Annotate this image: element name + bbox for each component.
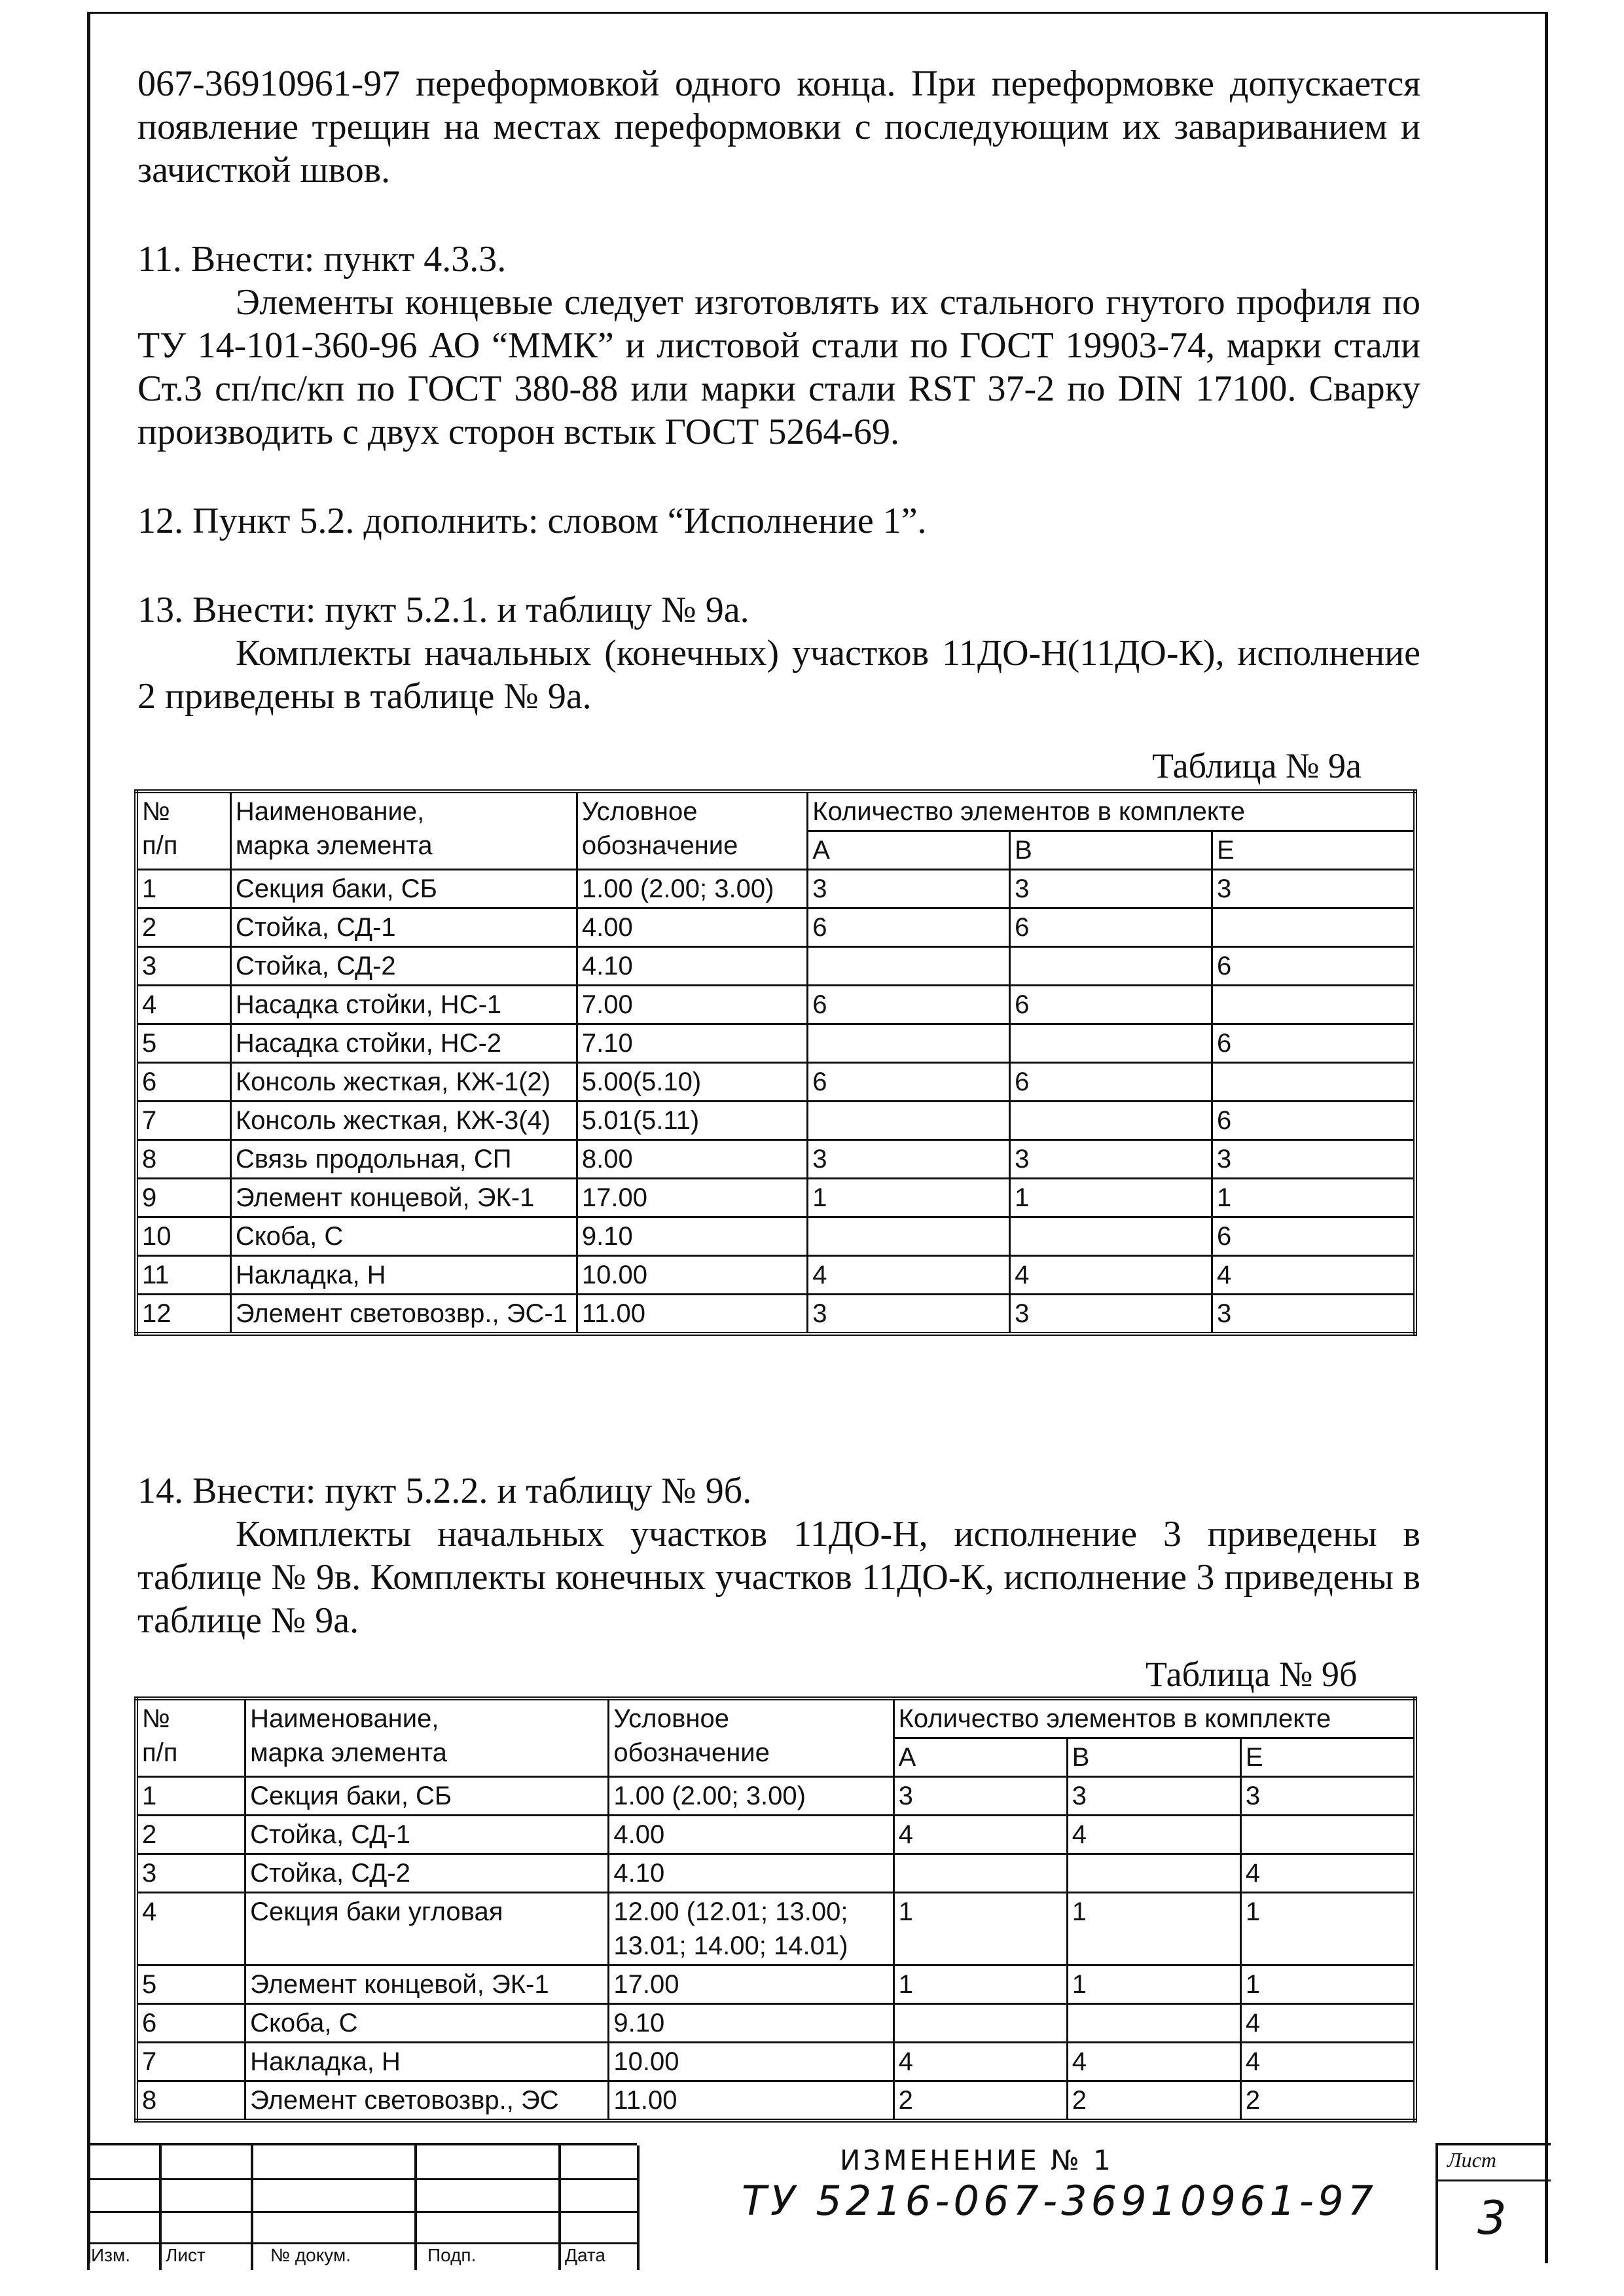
cell-code: 4.10 bbox=[609, 1854, 893, 1893]
cell-a: 6 bbox=[808, 1063, 1010, 1102]
cell-code: 17.00 bbox=[577, 1179, 807, 1217]
cell-e: 6 bbox=[1212, 1102, 1415, 1140]
cell-a bbox=[808, 1217, 1010, 1256]
item11-heading: 11. Внести: пункт 4.3.3. bbox=[137, 239, 507, 279]
cell-e: 6 bbox=[1212, 947, 1415, 986]
table-row bbox=[136, 1295, 1415, 1335]
cell-code: 17.00 bbox=[609, 1965, 893, 2004]
sheet-box bbox=[1435, 2143, 1551, 2270]
table-row bbox=[136, 870, 1415, 908]
header-name bbox=[230, 791, 577, 870]
cell-code: 4.00 bbox=[577, 908, 807, 947]
table9a-caption: Таблица № 9а bbox=[1152, 746, 1362, 785]
table-row bbox=[136, 1179, 1415, 1217]
header-a: А bbox=[893, 1738, 1067, 1777]
cell-e: 3 bbox=[1212, 870, 1415, 908]
table9b-caption: Таблица № 9б bbox=[1146, 1655, 1358, 1694]
cell-b: 6 bbox=[1010, 986, 1212, 1024]
cell-name: Секция баки, СБ bbox=[230, 870, 577, 908]
cell-a: 6 bbox=[808, 986, 1010, 1024]
cell-name: Элемент световозвр., ЭС bbox=[245, 2081, 609, 2121]
cell-e bbox=[1212, 986, 1415, 1024]
cell-name: Секция баки угловая bbox=[245, 1893, 609, 1965]
cell-name: Стойка, СД-1 bbox=[230, 908, 577, 947]
cell-e bbox=[1240, 1816, 1415, 1854]
header-num-2: п/п bbox=[142, 831, 178, 860]
cell-b: 3 bbox=[1010, 1140, 1212, 1179]
item12-heading: 12. Пункт 5.2. дополнить: словом “Исполнение 1”. bbox=[137, 501, 927, 541]
header-num-1: № bbox=[142, 1704, 170, 1733]
item11-text: Элементы концевые следует изготовлять их стального гнутого профиля по ТУ 14-101-360-96 АО “ММК” и листовой стали по ГОСТ 19903-74, марки стали Ст.3 сп/пс/кп по ГОСТ 380-88 или марки стали RST 37-2 по DIN 17100. Сварку производить с двух сторон встык ГОСТ 5264-69. bbox=[137, 282, 1420, 452]
cell-a bbox=[808, 947, 1010, 986]
cell-e: 6 bbox=[1212, 1217, 1415, 1256]
cell-name: Секция баки, СБ bbox=[245, 1777, 609, 1816]
cell-a: 3 bbox=[808, 1140, 1010, 1179]
cell-b: 4 bbox=[1010, 1256, 1212, 1295]
cell-b: 3 bbox=[1010, 870, 1212, 908]
body-text-2 bbox=[137, 1469, 1420, 1642]
cell-b: 4 bbox=[1067, 2043, 1240, 2081]
header-num-1: № bbox=[142, 797, 170, 826]
cell-e: 4 bbox=[1240, 2004, 1415, 2043]
table-row bbox=[136, 1256, 1415, 1295]
cell-num: 2 bbox=[136, 1816, 245, 1854]
cell-name: Стойка, СД-1 bbox=[245, 1816, 609, 1854]
cell-num: 6 bbox=[136, 1063, 230, 1102]
cell-a: 1 bbox=[808, 1179, 1010, 1217]
cell-code: 4.00 bbox=[609, 1816, 893, 1854]
header-code-2: обозначение bbox=[613, 1738, 770, 1767]
cell-a: 2 bbox=[893, 2081, 1067, 2121]
cell-code: 9.10 bbox=[577, 1217, 807, 1256]
cell-b: 1 bbox=[1067, 1893, 1240, 1965]
cell-num: 2 bbox=[136, 908, 230, 947]
cell-a: 3 bbox=[808, 870, 1010, 908]
cell-a bbox=[893, 1854, 1067, 1893]
cell-num: 1 bbox=[136, 870, 230, 908]
table-row bbox=[136, 1102, 1415, 1140]
cell-a: 4 bbox=[808, 1256, 1010, 1295]
cell-num: 3 bbox=[136, 1854, 245, 1893]
cell-b bbox=[1010, 1217, 1212, 1256]
stamp-label-date: Дата bbox=[565, 2245, 606, 2265]
header-name-2: марка элемента bbox=[235, 831, 433, 860]
cell-name: Накладка, Н bbox=[245, 2043, 609, 2081]
header-code bbox=[577, 791, 807, 870]
stamp-grid bbox=[87, 2143, 637, 2270]
cell-name: Элемент концевой, ЭК-1 bbox=[230, 1179, 577, 1217]
cell-e: 6 bbox=[1212, 1024, 1415, 1063]
cell-b bbox=[1067, 2004, 1240, 2043]
cell-b bbox=[1010, 1102, 1212, 1140]
title-block bbox=[87, 2143, 1548, 2267]
table-9a bbox=[134, 789, 1417, 1336]
cell-num: 4 bbox=[136, 986, 230, 1024]
table-row bbox=[136, 947, 1415, 986]
table-row bbox=[136, 1965, 1415, 2004]
table-row bbox=[136, 1777, 1415, 1816]
cell-e: 4 bbox=[1240, 2043, 1415, 2081]
item13-text: Комплекты начальных (конечных) участков 11ДО-Н(11ДО-К), исполнение 2 приведены в таблице № 9а. bbox=[137, 633, 1420, 717]
cell-name: Консоль жесткая, КЖ-1(2) bbox=[230, 1063, 577, 1102]
header-code-1: Условное bbox=[581, 797, 698, 826]
cell-code: 12.00 (12.01; 13.00; 13.01; 14.00; 14.01) bbox=[609, 1893, 893, 1965]
cell-name: Скоба, С bbox=[230, 1217, 577, 1256]
cell-b bbox=[1010, 947, 1212, 986]
cell-code: 5.00(5.10) bbox=[577, 1063, 807, 1102]
header-code bbox=[609, 1698, 893, 1777]
cell-e: 1 bbox=[1212, 1179, 1415, 1217]
header-code-1: Условное bbox=[613, 1704, 729, 1733]
cell-code: 10.00 bbox=[577, 1256, 807, 1295]
table-row bbox=[136, 1816, 1415, 1854]
table-header-row bbox=[136, 1698, 1415, 1738]
cell-code: 9.10 bbox=[609, 2004, 893, 2043]
table-row bbox=[136, 986, 1415, 1024]
sheet-number: 3 bbox=[1477, 2191, 1507, 2245]
cell-num: 7 bbox=[136, 1102, 230, 1140]
cell-code: 8.00 bbox=[577, 1140, 807, 1179]
table-row bbox=[136, 908, 1415, 947]
item14-text: Комплекты начальных участков 11ДО-Н, исполнение 3 приведены в таблице № 9в. Комплекты конечных участков 11ДО-К, исполнение 3 приведены в таблице № 9а. bbox=[137, 1514, 1420, 1641]
cell-name: Скоба, С bbox=[245, 2004, 609, 2043]
cell-code: 7.10 bbox=[577, 1024, 807, 1063]
table-row bbox=[136, 1140, 1415, 1179]
stamp-label-sign: Подп. bbox=[427, 2245, 477, 2265]
cell-e: 2 bbox=[1240, 2081, 1415, 2121]
item14-heading: 14. Внести: пукт 5.2.2. и таблицу № 9б. bbox=[137, 1471, 752, 1511]
cell-b: 3 bbox=[1067, 1777, 1240, 1816]
header-qty: Количество элементов в комплекте bbox=[893, 1698, 1415, 1738]
cell-b bbox=[1067, 1854, 1240, 1893]
cell-name: Связь продольная, СП bbox=[230, 1140, 577, 1179]
cell-num: 4 bbox=[136, 1893, 245, 1965]
cell-code: 1.00 (2.00; 3.00) bbox=[577, 870, 807, 908]
cell-e: 1 bbox=[1240, 1893, 1415, 1965]
cell-a: 1 bbox=[893, 1893, 1067, 1965]
table-row bbox=[136, 1024, 1415, 1063]
cell-num: 12 bbox=[136, 1295, 230, 1335]
cell-num: 5 bbox=[136, 1024, 230, 1063]
header-a: А bbox=[808, 831, 1010, 870]
cell-a: 3 bbox=[808, 1295, 1010, 1335]
cell-b: 4 bbox=[1067, 1816, 1240, 1854]
cell-name: Накладка, Н bbox=[230, 1256, 577, 1295]
stamp-label-izm: Изм. bbox=[91, 2245, 130, 2265]
cell-e: 3 bbox=[1212, 1295, 1415, 1335]
item13-heading: 13. Внести: пукт 5.2.1. и таблицу № 9а. bbox=[137, 590, 749, 630]
cell-e: 3 bbox=[1212, 1140, 1415, 1179]
cell-e: 4 bbox=[1212, 1256, 1415, 1295]
cell-code: 5.01(5.11) bbox=[577, 1102, 807, 1140]
header-e: Е bbox=[1240, 1738, 1415, 1777]
cell-code: 11.00 bbox=[609, 2081, 893, 2121]
cell-a: 1 bbox=[893, 1965, 1067, 2004]
cell-num: 10 bbox=[136, 1217, 230, 1256]
stamp-label-list: Лист bbox=[166, 2245, 206, 2265]
cell-name: Элемент концевой, ЭК-1 bbox=[245, 1965, 609, 2004]
cell-b: 6 bbox=[1010, 908, 1212, 947]
header-num bbox=[136, 1698, 245, 1777]
cell-b: 6 bbox=[1010, 1063, 1212, 1102]
cell-name: Насадка стойки, НС-1 bbox=[230, 986, 577, 1024]
cell-code: 4.10 bbox=[577, 947, 807, 986]
header-b: В bbox=[1067, 1738, 1240, 1777]
cell-a: 4 bbox=[893, 2043, 1067, 2081]
cell-e: 1 bbox=[1240, 1965, 1415, 2004]
cell-code: 10.00 bbox=[609, 2043, 893, 2081]
sheet-label: Лист bbox=[1447, 2148, 1496, 2172]
cell-num: 9 bbox=[136, 1179, 230, 1217]
cell-code: 11.00 bbox=[577, 1295, 807, 1335]
header-qty: Количество элементов в комплекте bbox=[808, 791, 1415, 831]
cell-a: 4 bbox=[893, 1816, 1067, 1854]
cell-a: 6 bbox=[808, 908, 1010, 947]
body-text bbox=[137, 62, 1420, 718]
cell-e bbox=[1212, 1063, 1415, 1102]
header-num-2: п/п bbox=[142, 1738, 178, 1767]
table-row bbox=[136, 2043, 1415, 2081]
header-num bbox=[136, 791, 230, 870]
table-header-row bbox=[136, 791, 1415, 831]
table-row bbox=[136, 2081, 1415, 2121]
table-9b bbox=[134, 1696, 1417, 2123]
cell-num: 7 bbox=[136, 2043, 245, 2081]
table-row bbox=[136, 1063, 1415, 1102]
cell-name: Стойка, СД-2 bbox=[245, 1854, 609, 1893]
document-code: ТУ 5216-067-36910961-97 bbox=[742, 2177, 1378, 2225]
cell-b bbox=[1010, 1024, 1212, 1063]
cell-e: 3 bbox=[1240, 1777, 1415, 1816]
cell-code: 1.00 (2.00; 3.00) bbox=[609, 1777, 893, 1816]
table-row bbox=[136, 1217, 1415, 1256]
cell-code: 7.00 bbox=[577, 986, 807, 1024]
paragraph-top: 067-36910961-97 переформовкой одного конца. При переформовке допускается появление трещин на местах переформовки с последующим их завариванием и зачисткой швов. bbox=[137, 63, 1420, 190]
cell-a bbox=[808, 1102, 1010, 1140]
header-name-2: марка элемента bbox=[250, 1738, 447, 1767]
cell-a bbox=[893, 2004, 1067, 2043]
header-name-1: Наименование, bbox=[235, 797, 425, 826]
header-code-2: обозначение bbox=[581, 831, 738, 860]
cell-num: 6 bbox=[136, 2004, 245, 2043]
table-row bbox=[136, 1854, 1415, 1893]
header-e: Е bbox=[1212, 831, 1415, 870]
cell-num: 5 bbox=[136, 1965, 245, 2004]
cell-num: 11 bbox=[136, 1256, 230, 1295]
header-name bbox=[245, 1698, 609, 1777]
cell-num: 8 bbox=[136, 2081, 245, 2121]
cell-name: Элемент световозвр., ЭС-1 bbox=[230, 1295, 577, 1335]
cell-num: 8 bbox=[136, 1140, 230, 1179]
stamp-label-doc: № докум. bbox=[270, 2245, 352, 2265]
cell-name: Консоль жесткая, КЖ-3(4) bbox=[230, 1102, 577, 1140]
cell-b: 1 bbox=[1010, 1179, 1212, 1217]
header-b: В bbox=[1010, 831, 1212, 870]
table-row bbox=[136, 2004, 1415, 2043]
cell-e bbox=[1212, 908, 1415, 947]
cell-b: 3 bbox=[1010, 1295, 1212, 1335]
cell-name: Насадка стойки, НС-2 bbox=[230, 1024, 577, 1063]
cell-name: Стойка, СД-2 bbox=[230, 947, 577, 986]
change-label: ИЗМЕНЕНИЕ № 1 bbox=[840, 2144, 1113, 2176]
table-row bbox=[136, 1893, 1415, 1965]
cell-a: 3 bbox=[893, 1777, 1067, 1816]
cell-num: 3 bbox=[136, 947, 230, 986]
cell-b: 2 bbox=[1067, 2081, 1240, 2121]
cell-num: 1 bbox=[136, 1777, 245, 1816]
header-name-1: Наименование, bbox=[250, 1704, 439, 1733]
cell-a bbox=[808, 1024, 1010, 1063]
cell-e: 4 bbox=[1240, 1854, 1415, 1893]
cell-b: 1 bbox=[1067, 1965, 1240, 2004]
